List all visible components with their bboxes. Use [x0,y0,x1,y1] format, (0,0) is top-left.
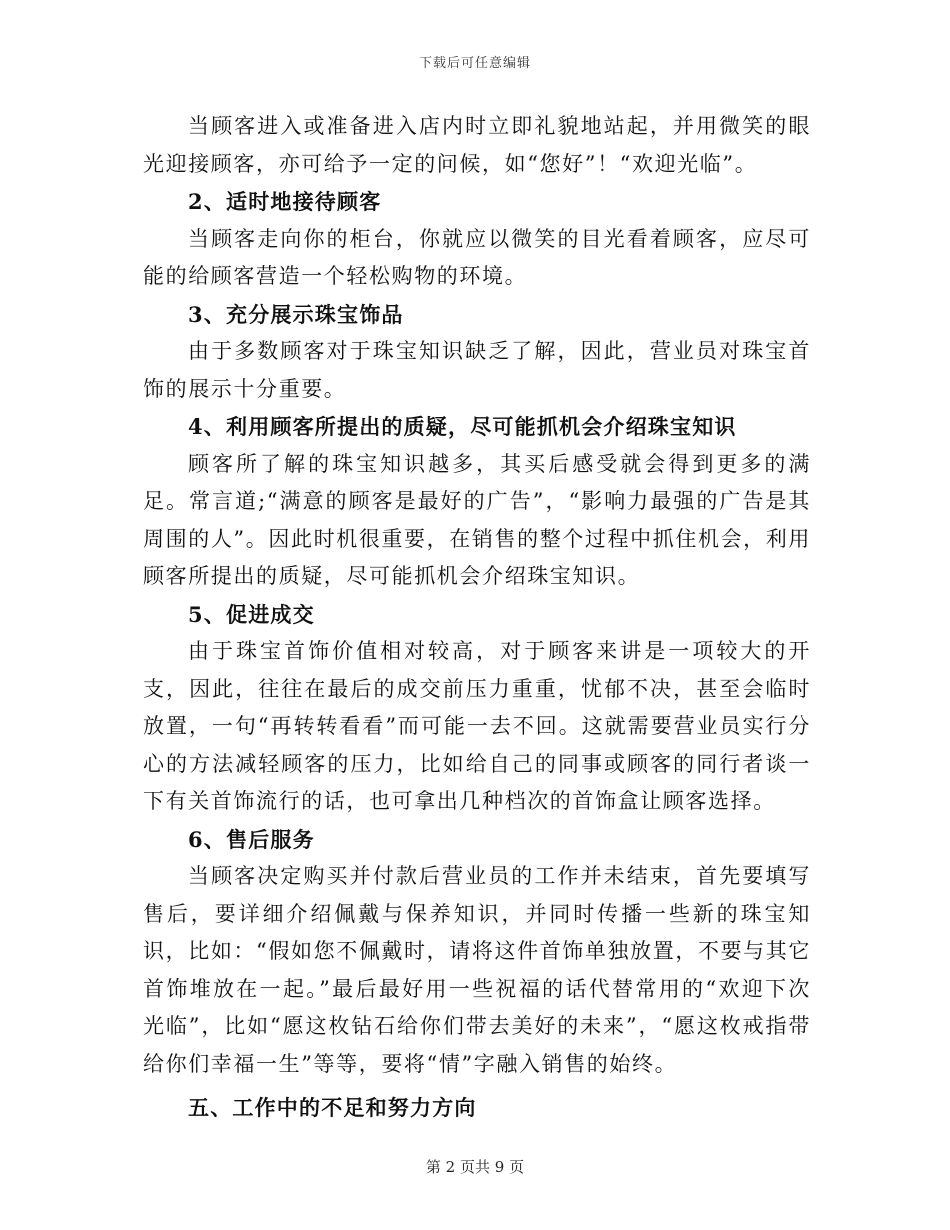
page-header: 下载后可任意编辑 [418,56,531,71]
paragraph-closing-deal: 由于珠宝首饰价值相对较高，对于顾客来讲是一项较大的开支，因此，往往在最后的成交前压力重重，忧郁不决，甚至会临时放置，一句“再转转看看”而可能一去不回。这就需要营业员实行分心的方法减轻顾客的压力，比如给自己的同事或顾客的同行者谈一下有关首饰流行的话，也可拿出几种档次的首饰盒让顾客选择。 [143,639,811,813]
section-heading-4: 4、利用顾客所提出的质疑，尽可能抓机会介绍珠宝知识 [188,414,737,439]
section-heading-6: 6、售后服务 [188,826,315,852]
paragraph-reception: 当顾客走向你的柜台，你就应以微笑的目光看着顾客，应尽可能的给顾客营造一个轻松购物的环境。 [143,226,811,288]
paragraph-greeting: 当顾客进入或准备进入店内时立即礼貌地站起，并用微笑的眼光迎接顾客，亦可给予一定的问候，如“您好”！“欢迎光临”。 [143,114,811,176]
paragraph-after-sales: 当顾客决定购买并付款后营业员的工作并未结束，首先要填写售后，要详细介绍佩戴与保养知识，并同时传播一些新的珠宝知识，比如：“假如您不佩戴时，请将这件首饰单独放置，不要与其它首饰堆放在一起。”最后最好用一些祝福的话代替常用的“欢迎下次光临”，比如“愿这枚钻石给你们带去美好的未来”，“愿这枚戒指带给你们幸福一生”等等，要将“情”字融入销售的始终。 [143,864,811,1076]
document-body [143,108,811,1127]
chapter-heading-5: 五、工作中的不足和努力方向 [188,1095,477,1120]
page-number: 第 2 页共 9 页 [425,1158,525,1176]
section-heading-2: 2、适时地接待顾客 [188,189,382,214]
paragraph-knowledge: 顾客所了解的珠宝知识越多，其买后感受就会得到更多的满足。常言道;“满意的顾客是最好的广告”，“影响力最强的广告是其周围的人”。因此时机很重要，在销售的整个过程中抓住机会，利用顾客所提出的质疑，尽可能抓机会介绍珠宝知识。 [143,451,811,588]
section-heading-3: 3、充分展示珠宝饰品 [188,301,404,327]
section-heading-5: 5、促进成交 [188,601,315,627]
paragraph-display: 由于多数顾客对于珠宝知识缺乏了解，因此，营业员对珠宝首饰的展示十分重要。 [143,339,811,401]
